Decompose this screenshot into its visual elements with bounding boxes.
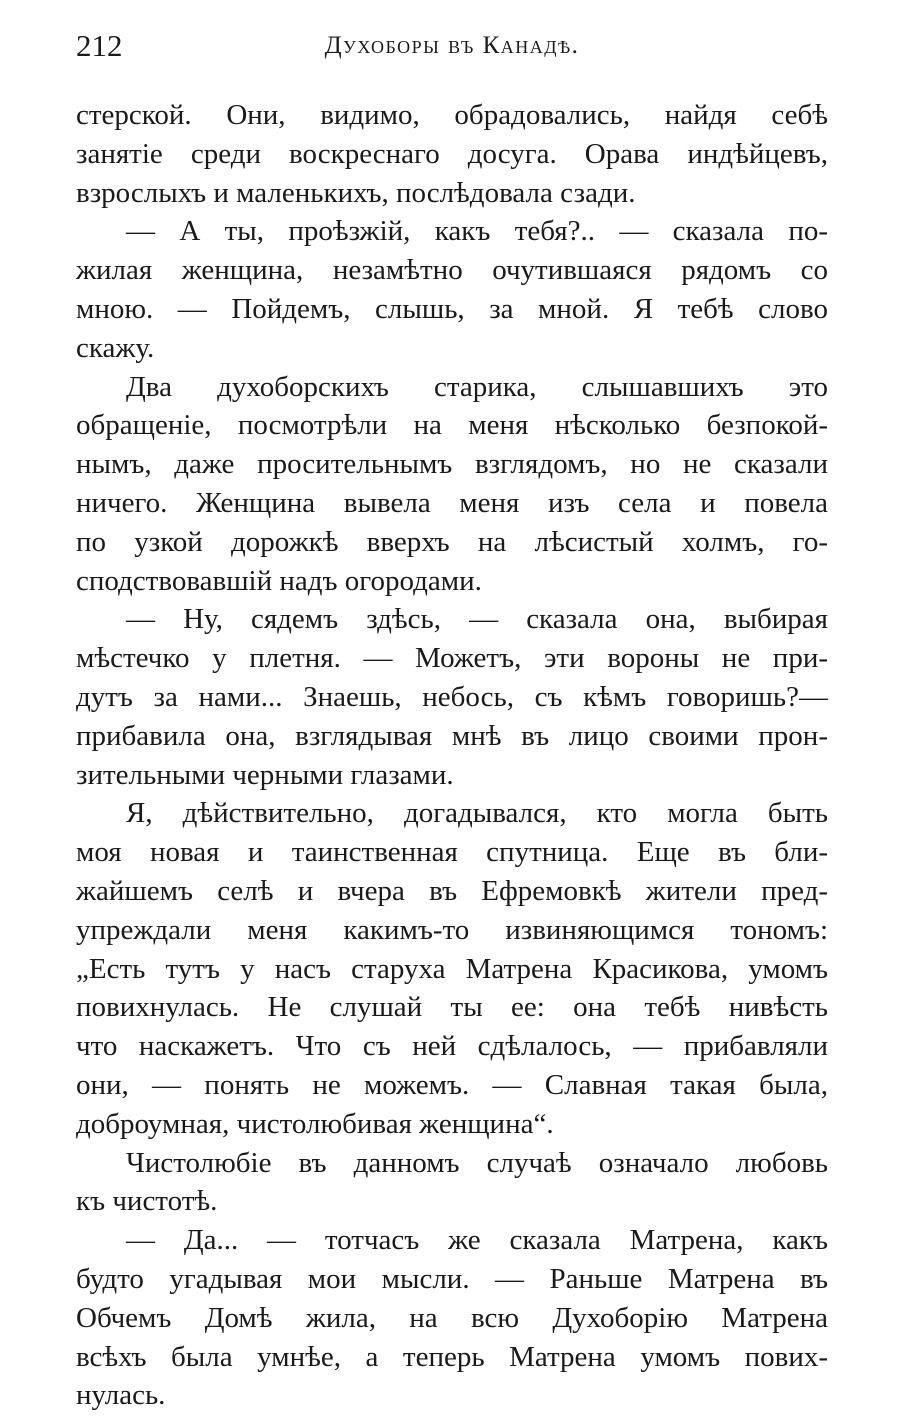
- text-line: взрослыхъ и маленькихъ, послѣдовала сзади.: [76, 176, 636, 209]
- body-text: [76, 96, 828, 1415]
- running-head: [76, 24, 828, 68]
- text-line: ничего. Женщина вывела меня изъ села и повела: [76, 486, 828, 519]
- text-line: Обчемъ Домѣ жила, на всю Духоборію Матрена: [76, 1301, 828, 1334]
- text-line: доброумная, чистолюбивая женщина“.: [76, 1107, 554, 1140]
- paragraph: [76, 1144, 828, 1222]
- text-line: обращеніе, посмотрѣли на меня нѣсколько безпокой-: [76, 409, 828, 442]
- text-line: — Ну, сядемъ здѣсь, — сказала она, выбирая: [126, 603, 828, 636]
- text-line: жилая женщина, незамѣтно очутившаяся рядомъ со: [76, 254, 828, 287]
- paragraph: [76, 212, 828, 367]
- paragraph: [76, 1221, 828, 1415]
- text-line: по узкой дорожкѣ вверхъ на лѣсистый холмъ, го-: [76, 525, 828, 558]
- text-line: — А ты, проѣзжій, какъ тебя?.. — сказала по-: [126, 215, 828, 248]
- text-line: Я, дѣйствительно, догадывался, кто могла быть: [126, 797, 828, 830]
- text-line: мѣстечко у плетня. — Можетъ, эти вороны не при-: [76, 642, 828, 675]
- text-line: нымъ, даже просительнымъ взглядомъ, но не сказали: [76, 448, 828, 481]
- text-line: Чистолюбіе въ данномъ случаѣ означало любовь: [126, 1146, 828, 1179]
- text-line: стерской. Они, видимо, обрадовались, найдя себѣ: [76, 99, 828, 131]
- page-number: 212: [76, 28, 123, 63]
- text-line: дутъ за нами... Знаешь, небось, съ кѣмъ говоришь?—: [76, 680, 828, 713]
- text-line: зительными черными глазами.: [76, 758, 454, 791]
- text-line: „Есть тутъ у насъ старуха Матрена Красикова, умомъ: [76, 952, 828, 985]
- paragraph: [76, 96, 828, 212]
- text-line: моя новая и таинственная спутница. Еще въ бли-: [76, 836, 828, 869]
- text-line: занятіе среди воскреснаго досуга. Орава индѣйцевъ,: [76, 137, 828, 170]
- text-line: къ чистотѣ.: [76, 1185, 218, 1218]
- text-line: они, — понять не можемъ. — Славная такая была,: [76, 1068, 828, 1101]
- text-line: сподствовавшій надъ огородами.: [76, 564, 482, 597]
- text-line: мною. — Пойдемъ, слышь, за мной. Я тебѣ слово: [76, 292, 828, 325]
- paragraph: [76, 794, 828, 1143]
- paragraph: [76, 368, 828, 601]
- running-title: Духоборы въ Канадѣ.: [324, 32, 580, 59]
- text-line: скажу.: [76, 331, 155, 364]
- text-line: Два духоборскихъ старика, слышавшихъ это: [126, 370, 828, 403]
- text-line: всѣхъ была умнѣе, а теперь Матрена умомъ пових-: [76, 1340, 828, 1373]
- text-line: будто угадывая мои мысли. — Раньше Матрена въ: [76, 1262, 828, 1295]
- text-line: жайшемъ селѣ и вчера въ Ефремовкѣ жители пред-: [76, 874, 828, 907]
- text-line: повихнулась. Не слушай ты ее: она тебѣ нивѣсть: [76, 991, 828, 1024]
- text-line: упреждали меня какимъ-то извиняющимся тономъ:: [76, 913, 828, 946]
- text-line: — Да... — тотчасъ же сказала Матрена, какъ: [126, 1224, 828, 1257]
- paragraph: [76, 600, 828, 794]
- text-line: что наскажетъ. Что съ ней сдѣлалось, — прибавляли: [76, 1030, 828, 1063]
- text-line: нулась.: [76, 1379, 166, 1412]
- text-line: прибавила она, взглядывая мнѣ въ лицо своими прон-: [76, 719, 828, 752]
